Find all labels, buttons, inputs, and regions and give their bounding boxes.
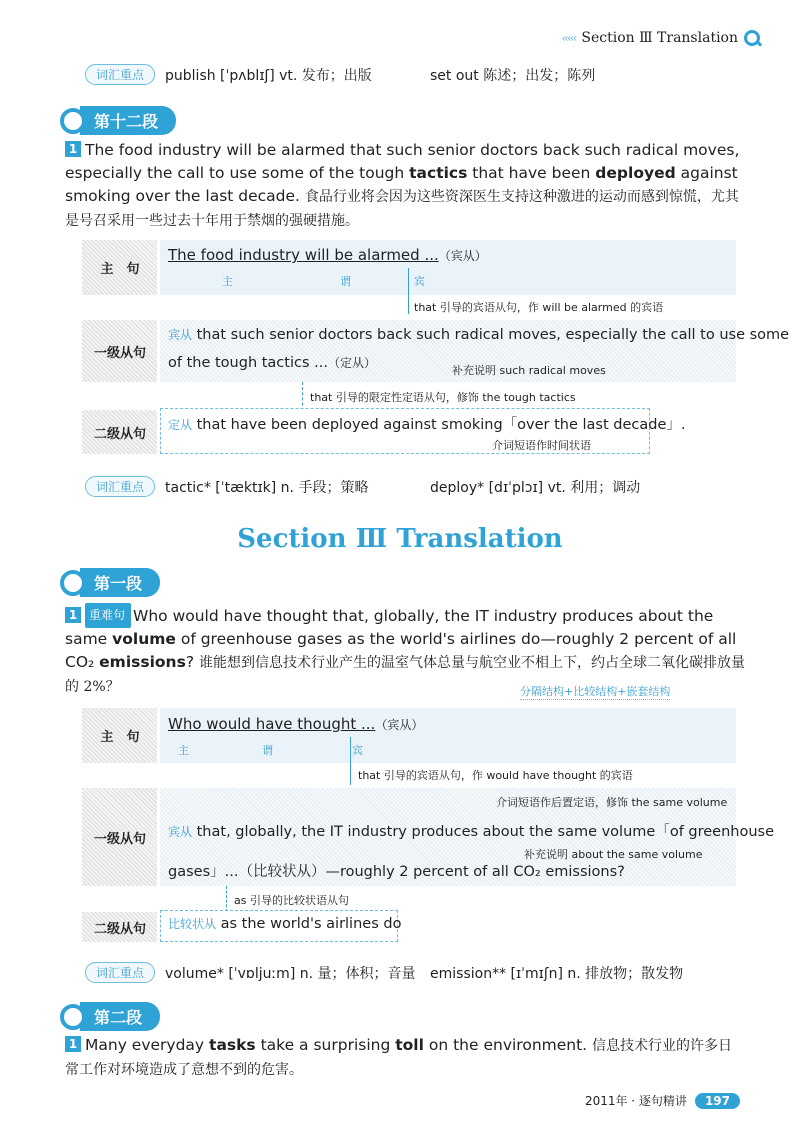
subject-mark: 主 <box>222 275 233 288</box>
vocab-item: deploy* [dɪˈplɔɪ] vt. 利用；调动 <box>430 479 641 496</box>
connector-note: that 引导的限定性定语从句，修饰 the tough tactics <box>310 391 576 404</box>
keyword: volume <box>112 630 176 648</box>
keyword: toll <box>395 1036 424 1054</box>
structure-tags: 分隔结构+比较结构+嵌套结构 <box>520 685 671 698</box>
paragraph-label: 第一段 <box>80 568 160 597</box>
vocab-tag: 词汇重点 <box>85 476 155 497</box>
sentence-number: 1 <box>65 141 81 157</box>
object-mark: 宾 <box>414 275 425 288</box>
clause-note: （定从） <box>327 356 376 370</box>
search-q-icon <box>60 1004 86 1030</box>
vocab-item: tactic* [ˈtæktɪk] n. 手段；策略 <box>165 479 369 496</box>
level2-text: that have been deployed against smoking「over the last decade」. <box>196 417 686 433</box>
annotation: 补充说明 about the same volume <box>524 848 703 861</box>
connector-note: that 引导的宾语从句，作 would have thought 的宾语 <box>358 769 633 782</box>
chevron-left-icon: ‹‹‹‹‹ <box>561 31 576 45</box>
level1-text: of the tough tactics ... <box>168 355 328 371</box>
level1-text: that, globally, the IT industry produces about the same volume「of greenhouse <box>196 824 775 840</box>
connector-line <box>226 886 227 912</box>
search-q-icon <box>60 108 86 134</box>
paragraph-label: 第二段 <box>80 1002 160 1031</box>
vocab-item: emission** [ɪˈmɪʃn] n. 排放物；散发物 <box>430 965 684 982</box>
text-segment: on the environment. <box>423 1036 593 1054</box>
connector-note: as 引导的比较状语从句 <box>234 894 349 907</box>
sentence-number: 1 <box>65 607 81 623</box>
annotation: 补充说明 such radical moves <box>452 364 606 377</box>
level1-line-b <box>168 860 625 881</box>
section-title: Section Ⅲ Translation <box>237 524 563 554</box>
level1-line-b <box>168 354 376 371</box>
chinese-translation: 食品行业将会因为这些资深医生支持这种激进的运动而感到惊慌，尤其是号召采用一些过去十年用于禁烟的强硬措施。 <box>65 189 739 229</box>
keyword: emissions <box>99 653 186 671</box>
main-clause <box>168 715 423 733</box>
section-q-icon <box>744 30 760 46</box>
clause-note: （宾从） <box>375 718 424 732</box>
clause-note: （宾从） <box>438 249 487 263</box>
keyword: deployed <box>595 164 676 182</box>
chinese-translation: 信息技术行业的许多日常工作对环境造成了意想不到的危害。 <box>65 1038 733 1078</box>
vocab-tag: 词汇重点 <box>85 64 155 85</box>
paragraph-label: 第十二段 <box>80 106 176 135</box>
vocab-tag: 词汇重点 <box>85 962 155 983</box>
clause-tag: 宾从 <box>168 825 193 839</box>
connector-line <box>350 737 351 785</box>
clause-tag: 宾从 <box>168 328 193 342</box>
level1-text: gases」...（比较状从）—roughly 2 percent of all CO₂ emissions? <box>168 864 625 880</box>
paragraph-text-12 <box>65 139 745 233</box>
level2-line <box>168 915 401 932</box>
connector-line <box>408 268 409 314</box>
text-segment: take a surprising <box>255 1036 396 1054</box>
footer-text: 2011年 · 逐句精讲 <box>584 1094 687 1108</box>
paragraph-text-2 <box>65 1034 745 1082</box>
paragraph-heading-1 <box>60 568 160 597</box>
search-q-icon <box>60 570 86 596</box>
main-clause-label: 主 句 <box>100 262 140 277</box>
main-clause-text: Who would have thought ... <box>168 715 376 733</box>
connector-note: that 引导的宾语从句，作 will be alarmed 的宾语 <box>414 301 664 314</box>
level1-line-a <box>168 326 790 343</box>
predicate-mark: 谓 <box>340 275 351 288</box>
subject-mark: 主 <box>178 744 189 757</box>
paragraph-heading-2 <box>60 1002 160 1031</box>
level1-text: that such senior doctors back such radical moves, especially the call to use some <box>196 327 790 343</box>
annotation: 介词短语作时间状语 <box>492 439 591 452</box>
text-segment: Who would have thought that, globally, the IT industry produces about the same <box>65 607 714 648</box>
vocab-para12 <box>85 476 725 497</box>
vocab-top <box>85 64 725 85</box>
level1-label: 一级从句 <box>93 345 146 361</box>
vocab-para1 <box>85 962 725 983</box>
level1-label: 一级从句 <box>93 831 146 847</box>
level1-line-a <box>168 820 774 841</box>
object-mark: 宾 <box>352 744 363 757</box>
page-number: 197 <box>695 1093 740 1109</box>
clause-tag: 定从 <box>168 418 193 432</box>
keyword: tactics <box>409 164 468 182</box>
text-segment: Many everyday <box>85 1036 210 1054</box>
text-segment: The food industry will be alarmed that such senior doctors back such radical moves, especially the call to use some of the tough <box>65 141 740 182</box>
difficult-sentence-badge: 重难句 <box>85 603 131 628</box>
clause-tag: 比较状从 <box>168 917 217 931</box>
vocab-item: volume* [ˈvɒljuːm] n. 量；体积；音量 <box>165 965 416 982</box>
level2-label: 二级从句 <box>93 426 146 442</box>
level2-label: 二级从句 <box>93 921 146 937</box>
text-segment: ? <box>185 653 199 671</box>
vocab-item: publish [ˈpʌblɪʃ] vt. 发布；出版 <box>165 67 372 84</box>
annotation: 介词短语作后置定语，修饰 the same volume <box>496 796 728 809</box>
level2-line <box>168 413 686 434</box>
main-clause-text: The food industry will be alarmed ... <box>168 246 439 264</box>
main-clause-label: 主 句 <box>100 730 140 745</box>
running-header <box>561 30 760 46</box>
vocab-item: set out 陈述；出发；陈列 <box>430 67 596 84</box>
page-footer <box>585 1092 740 1109</box>
main-clause <box>168 246 487 264</box>
predicate-mark: 谓 <box>262 744 273 757</box>
keyword: tasks <box>209 1036 256 1054</box>
paragraph-heading-12 <box>60 106 176 135</box>
text-segment: against smoking over the last decade. <box>65 164 738 205</box>
text-segment: of greenhouse gases as the world's airlines do—roughly 2 percent of all CO₂ <box>65 630 737 671</box>
sentence-number: 1 <box>65 1036 81 1052</box>
chinese-translation: 谁能想到信息技术行业产生的温室气体总量与航空业不相上下，约占全球二氧化碳排放量的 2%？ <box>65 655 745 695</box>
text-segment: that have been <box>467 164 596 182</box>
level2-text: as the world's airlines do <box>220 916 402 932</box>
header-section: Section Ⅲ Translation <box>581 30 738 46</box>
